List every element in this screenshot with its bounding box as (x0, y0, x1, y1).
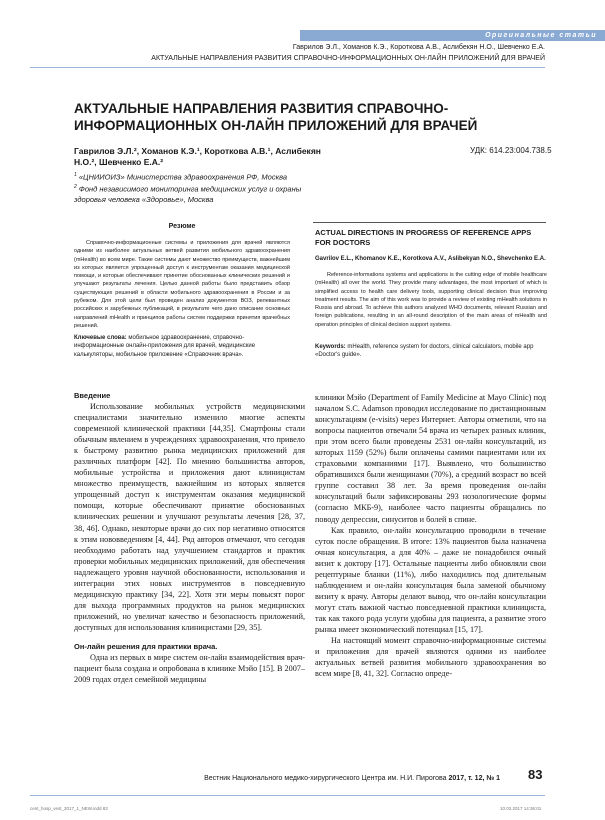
keywords-en-text: mHealth, reference system for doctors, clinical calculators, mobile app «Doctor's guide». (315, 344, 534, 359)
keywords-en-label: Keywords: (315, 344, 346, 350)
footer-divider (30, 795, 545, 796)
affiliation-1-text: «ЦНИИОИЗ» Министерства здравоохранения РФ, Москва (78, 172, 288, 182)
affiliation-2-mark: 2 (74, 184, 77, 190)
body-right-column (315, 392, 546, 679)
keywords-ru-text: мобильное здравоохранение, справочно-информационные онлайн-приложения для врачей, медицинские калькуляторы, мобильное приложение «Справочник врача». (74, 335, 256, 358)
keywords-ru (74, 334, 290, 359)
running-header-authors: Гаврилов Э.Л., Хоманов К.Э., Короткова А.В., Аслибекян Н.О., Шевченко Е.А. (292, 44, 545, 51)
section-label: Оригинальные статьи (485, 32, 597, 39)
header-divider (30, 67, 545, 68)
journal-footer (170, 775, 500, 782)
section-band (300, 30, 605, 41)
affiliation-2-text: Фонд независимого мониторинга медицинских услуг и охраны здоровья человека «Здоровье», Москва (74, 184, 302, 204)
abstract-en-text: Reference-informations systems and applications is the cutting edge of mobile healthcare (mHealth) all over the world. They provide many advantages, the most important of which is simplified access to health care delivery tools, supporting clinical decision thus improving treatment results. The aim of this work was to provide a review of existing mHealth solutions in Russia and abroad. To achieve this authors analyzed WHO documents, relevant Russian and foreign publications, resulting in an all-round description of the main areas of mHealth and operation principles of clinical decision support systems. (315, 272, 547, 328)
article-title: АКТУАЛЬНЫЕ НАПРАВЛЕНИЯ РАЗВИТИЯ СПРАВОЧНО-ИНФОРМАЦИОННЫХ ОН-ЛАЙН ПРИЛОЖЕНИЙ ДЛЯ ВРАЧЕЙ (74, 101, 478, 133)
body-left-column (74, 390, 305, 685)
page-number: 83 (528, 767, 543, 782)
journal-name: Вестник Национального медико-хирургического Центра им. Н.И. Пирогова (204, 775, 447, 782)
body-paragraph: клиники Мэйо (Department of Family Medicine at Mayo Clinic) под началом S.C. Adamson проводил исследование по дистанционным консультациям (e-visits) через Интернет. Авторы отметили, что на вопросы пациентов отвечали 54 врача из четырех разных клиник, при этом всего были проведены 2531 он-лайн консультаций, из которых 1159 (52%) были оплачены самими пациентами или их страховыми компаниями [17]. Выявлено, что большинство обратившихся были женщинами (70%), а средний возраст во всей группе составил 38 лет. За время проведения он-лайн консультаций были зафиксированы 293 нозологические формы (согласно МКБ-9), наиболее часто пациенты обращались по поводу депрессии, синуситов и болей в спине. (315, 393, 546, 524)
abstract-heading: Резюме (168, 223, 196, 230)
body-paragraph: Одна из первых в мире систем он-лайн взаимодействия врач-пациент была создана и опробована в клинике Мэйо [15]. В 2007–2009 годах отдел семейной медицины (74, 652, 305, 685)
print-timestamp: 10.02.2017 14:36:01 (500, 806, 542, 811)
body-paragraph: Использование мобильных устройств медицинскими специалистами значительно изменило многие аспекты современной клинической практики [44,35]. Смартфоны стали обычным явлением в учреждениях здравоохранения, что привело к быстрому развитию рынка медицинских приложений для различных платформ [42]. По мнению большинства авторов, мобильные устройства и приложения дают клиницистам множество преимуществ, важнейшим из которых является упрощенный доступ к инструментам оказания медицинской помощи, которые обеспечивают принятие обоснованных клинических решении и улучшают результаты лечения [28, 37, 38, 46]. Однако, некоторые врачи до сих пор негативно относятся к этим нововведениям [4, 44]. Ряд авторов отмечают, что сегодня необходимо работать над улучшением стандартов и практик проверки мобильных медицинских приложений, для обеспечения надлежащего уровня научной обоснованности, использования и интеграции этих новых инструментов в повседневную медицинскую практику [34, 22]. Хотя эти меры повысят порог для выхода программных продуктов на рынок медицинских приложений, но увеличат качество и безопасность приложений, доступных для использования клиницистами [29, 35]. (74, 402, 305, 632)
udk-code: УДК: 614.23:004.738.5 (470, 146, 552, 155)
affiliation-2 (74, 182, 324, 205)
english-authors: Gavrilov E.L., Khomanov K.E., Korotkova A.V., Aslibekyan N.O., Shevchenko E.A. (315, 256, 546, 262)
body-paragraph: На настоящий момент справочно-информационные системы и приложения для врачей являются одними из наиболее актуальных ветвей развития мобильного здравоохранения во всем мире [8, 41, 32]. Согласно опреде- (315, 636, 546, 679)
keywords-en (315, 343, 547, 360)
english-abstract-divider (313, 222, 546, 223)
author-list: Гаврилов Э.Л.², Хоманов К.Э.¹, Короткова А.В.¹, Аслибекян Н.О.², Шевченко Е.А.² (74, 146, 321, 167)
print-slug: cent_hosp_vest_2017_1_NEW.indd 83 (30, 806, 108, 811)
keywords-ru-label: Ключевые слова: (74, 335, 127, 341)
journal-issue: 2017, т. 12, № 1 (448, 775, 500, 782)
intro-heading: Введение (74, 391, 111, 400)
affiliation-1-mark: 1 (74, 172, 77, 178)
english-title: ACTUAL DIRECTIONS IN PROGRESS OF REFERENCE APPS FOR DOCTORS (315, 228, 532, 247)
section-heading: Он-лайн решения для практики врача. (74, 641, 218, 651)
abstract-ru-text: Справочно-информационные системы и приложения для врачей являются одними из наиболее актуальных ветвей развития мобильного здравоохранения (mHealth) во всем мире. Такие системы дают множество преимуществ, важнейшим из которых является упрощенный доступ к инструментам оказания медицинской помощи, и которые обеспечивают принятие обоснованных клинических решений и улучшают результаты лечения. Целью данной работы было представить обзор существующих решений в области мобильного здравоохранения в России и за рубежом. Для этой цели был проведен анализ документов ВОЗ, релевантных российских и зарубежных публикаций, в результате чего дано описание основных направлений mHealth и принципов работы систем поддержки принятия врачебных решений. (74, 240, 290, 329)
body-paragraph: Как правило, он-лайн консультацию проводили в течение суток после обращения. В итоге: 13% пациентов была назначена очная консультация, а для 40% – даже не понадобился очный визит к доктору [17]. Остальные пациенты либо обновляли свои рецептурные бланки (11%), либо находились под длительным наблюдением и он-лайн консультация была заменой обычному визиту к врачу. Авторы делают вывод, что он-лайн консультации могут стать важной частью повседневной практики клинициста, так как такого рода услуги удобны для пациента, а развитие этого рынка имеет экономический потенциал [15, 17]. (315, 525, 546, 634)
affiliation-1 (74, 170, 374, 183)
running-header-title: АКТУАЛЬНЫЕ НАПРАВЛЕНИЯ РАЗВИТИЯ СПРАВОЧНО-ИНФОРМАЦИОННЫХ ОН-ЛАЙН ПРИЛОЖЕНИЙ ДЛЯ ВРАЧЕЙ (151, 55, 545, 62)
